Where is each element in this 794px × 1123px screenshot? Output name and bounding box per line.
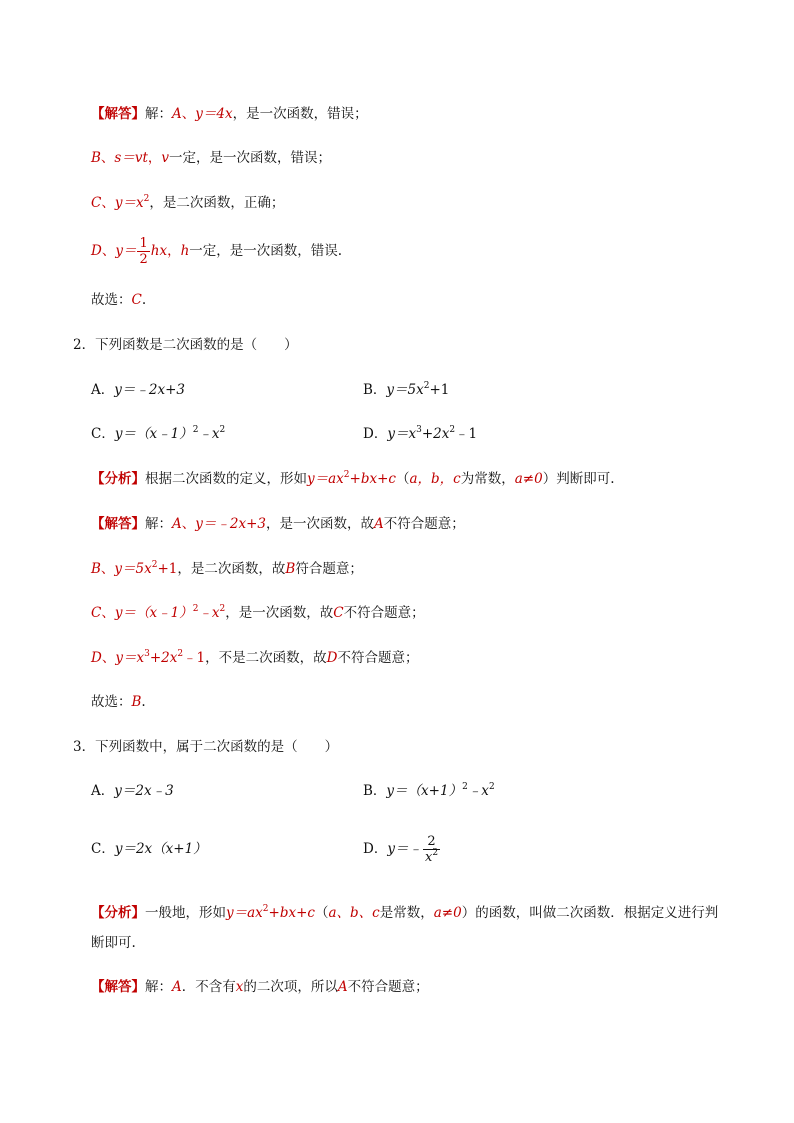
q2-option-b: B．$y=5x^2+1$ <box>363 381 450 398</box>
analysis-tag: 【分析】 <box>91 905 145 921</box>
answer-tag: 【解答】 <box>91 979 145 995</box>
fraction-one-half: $\frac{1}{2}$ <box>139 236 148 267</box>
q3-analysis-line-1: 【分析】一般地，形如$y=ax^2+bx+c(a$、b、c是常数，a≠0）的函数，叫做二次函数．根据定义进行判 <box>91 904 719 921</box>
q1-answer-line-2: B、s＝vt，v一定，是一次函数，错误； <box>91 150 332 166</box>
answer-tag: 【解答】 <box>91 516 145 532</box>
q2-option-d: D．$y=x^3+2x^2﹣1$ <box>363 425 478 442</box>
q3-analysis-line-2: 断即可. <box>91 935 136 951</box>
q2-answer-line-1: 【解答】解：A、y＝﹣2x+3，是一次函数，故A不符合题意； <box>91 516 465 532</box>
q1-answer-line-1: 【解答】解：A、y＝4x，是一次函数，错误； <box>91 106 368 122</box>
q3-stem: 3．下列函数中，属于二次函数的是（ ） <box>73 739 339 755</box>
q2-answer-line-4: D、$y=x^3+2x^2﹣1$，不是二次函数，故D不符合题意； <box>91 649 419 666</box>
q2-stem: 2．下列函数是二次函数的是（ ） <box>73 337 298 353</box>
q2-answer-line-3: C、$y=(x﹣1)^2﹣x^2$，是一次函数，故C不符合题意； <box>91 604 425 621</box>
q2-analysis: 【分析】根据二次函数的定义，形如$y=ax^2+bx+c(a$，b，c为常数，a≠0）判断即可. <box>91 470 615 487</box>
q3-option-b: B．$y=(x+1)^2﹣x^2$ <box>363 782 495 799</box>
q2-option-c: C．$y=(x﹣1)^2﹣x^2$ <box>91 425 226 442</box>
answer-tag: 【解答】 <box>91 106 145 122</box>
q2-answer-line-2: B、$y=5x^2+1$，是二次函数，故B符合题意； <box>91 560 363 577</box>
q2-choose-line: 故选：B. <box>91 694 146 710</box>
q3-option-a: A．y＝2x﹣3 <box>91 783 174 799</box>
q3-option-c: C．y＝2x（x+1） <box>91 841 207 857</box>
q1-answer-line-3: C、$y=x^2$，是二次函数，正确； <box>91 194 285 211</box>
q2-option-a: A．y＝﹣2x+3 <box>91 382 185 398</box>
analysis-tag: 【分析】 <box>91 471 145 487</box>
q1-answer-line-4: D、y＝ $\frac{1}{2}$ hx，h一定，是一次函数，错误. <box>91 236 343 267</box>
q3-answer-line-1: 【解答】解：A．不含有x的二次项，所以A不符合题意； <box>91 979 429 995</box>
q3-option-d: D．y＝﹣ $\frac{2}{x^2}$ <box>363 834 439 865</box>
fraction-two-over-x-squared: $\frac{2}{x^2}$ <box>424 834 439 865</box>
q1-choose-line: 故选：C. <box>91 292 147 308</box>
